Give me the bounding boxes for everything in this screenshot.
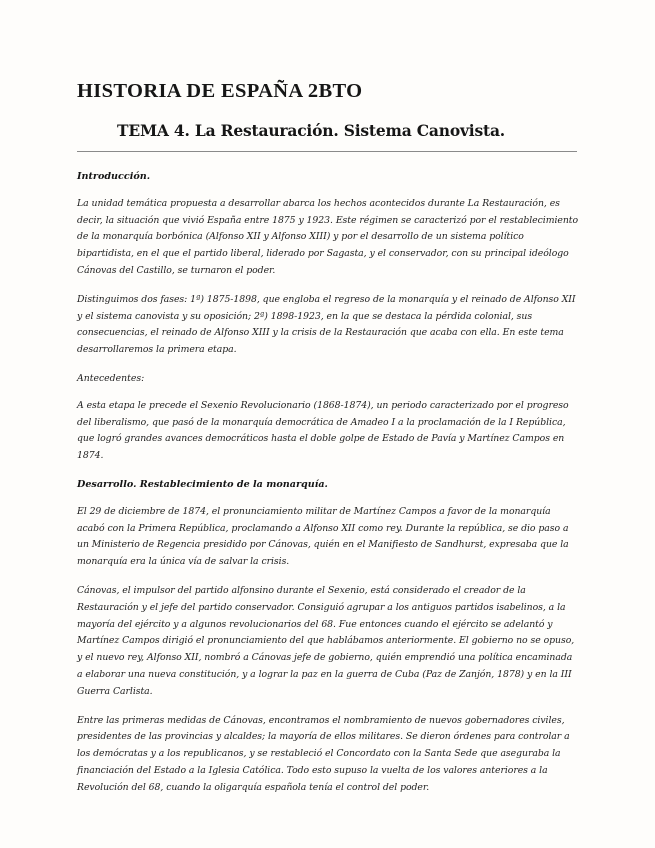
header-divider xyxy=(77,151,577,152)
paragraph-desarrollo-2: Cánovas, el impulsor del partido alfonsino durante el Sexenio, está considerado el creador de la Restauración y el jefe del partido conservador. Consiguió agrupar a los antiguos partidos isabelinos, a la mayoría del ejército y a algunos revolucionarios del 68. Fue entonces cuando el ejército se adelantó y Martínez Campos dirigió el pronunciamiento del que hablábamos anteriormente. El gobierno no se opuso, y el nuevo rey, Alfonso XII, nombró a Cánovas jefe de gobierno, quién emprendió una política encaminada a elaborar una nueva constitución, y a lograr la paz en la guerra de Cuba (Paz de Zanjón, 1878) y en la III Guerra Carlista. xyxy=(77,584,575,697)
section-heading-desarrollo: Desarrollo. Restablecimiento de la monarquía. xyxy=(77,478,328,490)
section-label-antecedentes: Antecedentes: xyxy=(77,372,145,384)
paragraph-desarrollo-1: El 29 de diciembre de 1874, el pronunciamiento militar de Martínez Campos a favor de la monarquía acabó con la Primera República, proclamando a Alfonso XII como rey. Durante la república, se dio paso a un Ministerio de Regencia presidido por Cánovas, quién en el Manifiesto de Sandhurst, expresaba que la monarquía era la única vía de salvar la crisis. xyxy=(77,505,569,568)
paragraph-desarrollo-3: Entre las primeras medidas de Cánovas, encontramos el nombramiento de nuevos gobernadores civiles, presidentes de las provincias y alcaldes; la mayoría de ellos militares. Se dieron órdenes para controlar a los demócratas y a los republicanos, y se restableció el Concordato con la Santa Sede que aseguraba la financiación del Estado a la Iglesia Católica. Todo esto supuso la vuelta de los valores anteriores a la Revolución del 68, cuando la oligarquía española tenía el control del poder. xyxy=(77,714,570,793)
document-subtitle: TEMA 4. La Restauración. Sistema Canovista. xyxy=(117,121,505,140)
section-heading-introduccion: Introducción. xyxy=(77,171,151,182)
paragraph-intro-1: La unidad temática propuesta a desarrollar abarca los hechos acontecidos durante La Restauración, es decir, la situación que vivió España entre 1875 y 1923. Este régimen se caracterizó por el restablecimiento de la monarquía borbónica (Alfonso XII y Alfonso XIII) y por el desarrollo de un sistema político bipartidista, en el que el partido liberal, liderado por Sagasta, y el conservador, con su principal ideólogo Cánovas del Castillo, se turnaron el poder. xyxy=(77,197,579,276)
document-title: HISTORIA DE ESPAÑA 2BTO xyxy=(77,80,363,102)
paragraph-intro-2: Distinguimos dos fases: 1ª) 1875-1898, que engloba el regreso de la monarquía y el reinado de Alfonso XII y el sistema canovista y su oposición; 2ª) 1898-1923, en la que se destaca la pérdida colonial, sus consecuencias, el reinado de Alfonso XIII y la crisis de la Restauración que acaba con ella. En este tema desarrollaremos la primera etapa. xyxy=(77,293,576,356)
paragraph-antecedentes: A esta etapa le precede el Sexenio Revolucionario (1868-1874), un periodo caracterizado por el progreso del liberalismo, que pasó de la monarquía democrática de Amadeo I a la proclamación de la I República, que logró grandes avances democráticos hasta el doble golpe de Estado de Pavía y Martínez Campos en 1874. xyxy=(77,399,569,462)
document-body xyxy=(77,169,579,809)
